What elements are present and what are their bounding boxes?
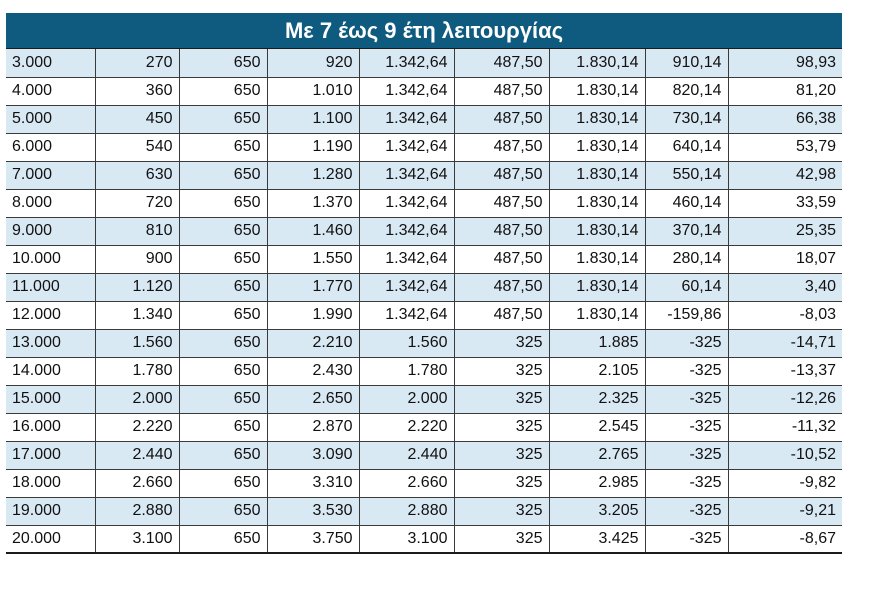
table-cell: 1.830,14 <box>549 161 645 189</box>
table-cell: 920 <box>267 49 359 77</box>
table-cell: 1.342,64 <box>359 49 454 77</box>
table-row <box>6 469 842 497</box>
table-cell: 360 <box>95 77 179 105</box>
table-cell: 1.830,14 <box>549 245 645 273</box>
table-cell: 1.830,14 <box>549 77 645 105</box>
table-cell: 487,50 <box>454 49 549 77</box>
table-row <box>6 245 842 273</box>
table-cell: 12.000 <box>6 301 95 329</box>
table-cell: 325 <box>454 385 549 413</box>
table-cell: 650 <box>179 105 267 133</box>
table-cell: 650 <box>179 77 267 105</box>
table-cell: 450 <box>95 105 179 133</box>
table-cell: 4.000 <box>6 77 95 105</box>
table-cell: 18,07 <box>728 245 842 273</box>
table-cell: 487,50 <box>454 273 549 301</box>
table-cell: 325 <box>454 329 549 357</box>
table-cell: 325 <box>454 497 549 525</box>
table-cell: 53,79 <box>728 133 842 161</box>
table-cell: 370,14 <box>645 217 728 245</box>
table-cell: 1.830,14 <box>549 273 645 301</box>
table-cell: 487,50 <box>454 105 549 133</box>
table-cell: 3.090 <box>267 441 359 469</box>
table-cell: 487,50 <box>454 245 549 273</box>
table-cell: -9,82 <box>728 469 842 497</box>
table-cell: 2.430 <box>267 357 359 385</box>
table-cell: 1.342,64 <box>359 77 454 105</box>
table-cell: 650 <box>179 161 267 189</box>
table-cell: 1.342,64 <box>359 133 454 161</box>
table-cell: 910,14 <box>645 49 728 77</box>
table-cell: 2.000 <box>359 385 454 413</box>
table-cell: 1.342,64 <box>359 189 454 217</box>
table-cell: 1.830,14 <box>549 105 645 133</box>
table-cell: 1.830,14 <box>549 217 645 245</box>
table-cell: 60,14 <box>645 273 728 301</box>
table-cell: 1.550 <box>267 245 359 273</box>
table-cell: 650 <box>179 329 267 357</box>
table-cell: 280,14 <box>645 245 728 273</box>
table-title: Με 7 έως 9 έτη λειτουργίας <box>6 13 842 49</box>
table-cell: 98,93 <box>728 49 842 77</box>
table-cell: -325 <box>645 525 728 553</box>
table-cell: -325 <box>645 441 728 469</box>
table-cell: 3.750 <box>267 525 359 553</box>
table-cell: 1.830,14 <box>549 189 645 217</box>
table-cell: 650 <box>179 497 267 525</box>
table-cell: 325 <box>454 413 549 441</box>
table-cell: 2.325 <box>549 385 645 413</box>
table-row <box>6 49 842 77</box>
table-cell: 1.342,64 <box>359 245 454 273</box>
table-row <box>6 525 842 553</box>
table-cell: 1.830,14 <box>549 301 645 329</box>
table-row <box>6 133 842 161</box>
table-cell: 650 <box>179 413 267 441</box>
table-cell: 810 <box>95 217 179 245</box>
table-cell: 650 <box>179 469 267 497</box>
table-cell: 650 <box>179 525 267 553</box>
table-cell: -12,26 <box>728 385 842 413</box>
table-cell: 325 <box>454 525 549 553</box>
table-cell: 19.000 <box>6 497 95 525</box>
table-cell: 1.560 <box>359 329 454 357</box>
table-cell: 900 <box>95 245 179 273</box>
table-cell: 2.000 <box>95 385 179 413</box>
table-cell: -325 <box>645 385 728 413</box>
table-body <box>6 49 842 553</box>
table-cell: -325 <box>645 469 728 497</box>
table-cell: 3.530 <box>267 497 359 525</box>
table-cell: 8.000 <box>6 189 95 217</box>
table-cell: -325 <box>645 329 728 357</box>
table-cell: 1.370 <box>267 189 359 217</box>
table-cell: 650 <box>179 441 267 469</box>
table-cell: 650 <box>179 217 267 245</box>
table-cell: -10,52 <box>728 441 842 469</box>
table-cell: 18.000 <box>6 469 95 497</box>
table-cell: 1.990 <box>267 301 359 329</box>
table-cell: 7.000 <box>6 161 95 189</box>
table-cell: 1.342,64 <box>359 301 454 329</box>
table-cell: 33,59 <box>728 189 842 217</box>
table-cell: 270 <box>95 49 179 77</box>
table-cell: -325 <box>645 497 728 525</box>
table-cell: 3.000 <box>6 49 95 77</box>
table-cell: -14,71 <box>728 329 842 357</box>
table-cell: 1.885 <box>549 329 645 357</box>
table-cell: 2.660 <box>359 469 454 497</box>
table-cell: 1.280 <box>267 161 359 189</box>
table-cell: 2.985 <box>549 469 645 497</box>
table-cell: 3.205 <box>549 497 645 525</box>
table-cell: 820,14 <box>645 77 728 105</box>
table-cell: 1.830,14 <box>549 49 645 77</box>
table-cell: 2.870 <box>267 413 359 441</box>
data-table-container <box>6 13 842 554</box>
table-cell: 3.425 <box>549 525 645 553</box>
table-cell: 487,50 <box>454 133 549 161</box>
table-cell: -11,32 <box>728 413 842 441</box>
table-cell: 1.342,64 <box>359 217 454 245</box>
table-cell: 1.342,64 <box>359 161 454 189</box>
table-cell: 650 <box>179 301 267 329</box>
table-cell: 2.660 <box>95 469 179 497</box>
table-cell: 2.220 <box>95 413 179 441</box>
table-cell: 16.000 <box>6 413 95 441</box>
table-cell: -325 <box>645 413 728 441</box>
table-cell: 650 <box>179 189 267 217</box>
table-cell: 2.880 <box>95 497 179 525</box>
table-cell: 1.100 <box>267 105 359 133</box>
table-row <box>6 301 842 329</box>
table-row <box>6 497 842 525</box>
table-row <box>6 413 842 441</box>
table-cell: 1.120 <box>95 273 179 301</box>
table-cell: 3.100 <box>95 525 179 553</box>
table-row <box>6 161 842 189</box>
table-cell: 1.770 <box>267 273 359 301</box>
table-cell: 650 <box>179 245 267 273</box>
table-cell: 325 <box>454 357 549 385</box>
table-cell: 1.780 <box>359 357 454 385</box>
table-cell: 650 <box>179 133 267 161</box>
table-cell: 1.560 <box>95 329 179 357</box>
table-row <box>6 77 842 105</box>
table-cell: 487,50 <box>454 189 549 217</box>
table-cell: 2.440 <box>359 441 454 469</box>
table-cell: 3.100 <box>359 525 454 553</box>
table-cell: 487,50 <box>454 301 549 329</box>
table-row <box>6 385 842 413</box>
table-cell: 1.780 <box>95 357 179 385</box>
table-cell: 487,50 <box>454 77 549 105</box>
table-cell: 9.000 <box>6 217 95 245</box>
table-row <box>6 189 842 217</box>
table-cell: 630 <box>95 161 179 189</box>
table-cell: 325 <box>454 441 549 469</box>
table-cell: 720 <box>95 189 179 217</box>
table-cell: 25,35 <box>728 217 842 245</box>
table-cell: 2.105 <box>549 357 645 385</box>
table-cell: 66,38 <box>728 105 842 133</box>
table-cell: -8,67 <box>728 525 842 553</box>
table-cell: -13,37 <box>728 357 842 385</box>
table-cell: 650 <box>179 49 267 77</box>
table-cell: 2.210 <box>267 329 359 357</box>
table-cell: -9,21 <box>728 497 842 525</box>
table-cell: 17.000 <box>6 441 95 469</box>
table-cell: 1.010 <box>267 77 359 105</box>
table-cell: 1.830,14 <box>549 133 645 161</box>
table-cell: 487,50 <box>454 217 549 245</box>
data-table <box>6 49 842 554</box>
table-cell: 1.340 <box>95 301 179 329</box>
table-cell: 14.000 <box>6 357 95 385</box>
table-cell: 2.545 <box>549 413 645 441</box>
table-row <box>6 357 842 385</box>
table-row <box>6 441 842 469</box>
table-cell: 1.342,64 <box>359 105 454 133</box>
table-cell: 10.000 <box>6 245 95 273</box>
table-cell: -325 <box>645 357 728 385</box>
table-cell: 460,14 <box>645 189 728 217</box>
table-cell: 487,50 <box>454 161 549 189</box>
table-cell: 730,14 <box>645 105 728 133</box>
table-cell: 5.000 <box>6 105 95 133</box>
table-cell: 550,14 <box>645 161 728 189</box>
table-cell: 81,20 <box>728 77 842 105</box>
table-cell: 1.460 <box>267 217 359 245</box>
table-cell: 2.220 <box>359 413 454 441</box>
table-cell: 650 <box>179 357 267 385</box>
table-cell: 650 <box>179 273 267 301</box>
table-cell: 650 <box>179 385 267 413</box>
table-cell: 2.765 <box>549 441 645 469</box>
table-row <box>6 273 842 301</box>
table-cell: 13.000 <box>6 329 95 357</box>
table-row <box>6 105 842 133</box>
table-row <box>6 217 842 245</box>
table-cell: 20.000 <box>6 525 95 553</box>
table-cell: 2.440 <box>95 441 179 469</box>
table-cell: 2.880 <box>359 497 454 525</box>
table-cell: 2.650 <box>267 385 359 413</box>
table-cell: 540 <box>95 133 179 161</box>
table-cell: 3,40 <box>728 273 842 301</box>
table-cell: 11.000 <box>6 273 95 301</box>
table-cell: 325 <box>454 469 549 497</box>
table-cell: -8,03 <box>728 301 842 329</box>
table-cell: 3.310 <box>267 469 359 497</box>
table-cell: 640,14 <box>645 133 728 161</box>
table-row <box>6 329 842 357</box>
table-cell: 1.342,64 <box>359 273 454 301</box>
table-cell: 42,98 <box>728 161 842 189</box>
table-cell: -159,86 <box>645 301 728 329</box>
table-cell: 6.000 <box>6 133 95 161</box>
table-cell: 15.000 <box>6 385 95 413</box>
table-cell: 1.190 <box>267 133 359 161</box>
